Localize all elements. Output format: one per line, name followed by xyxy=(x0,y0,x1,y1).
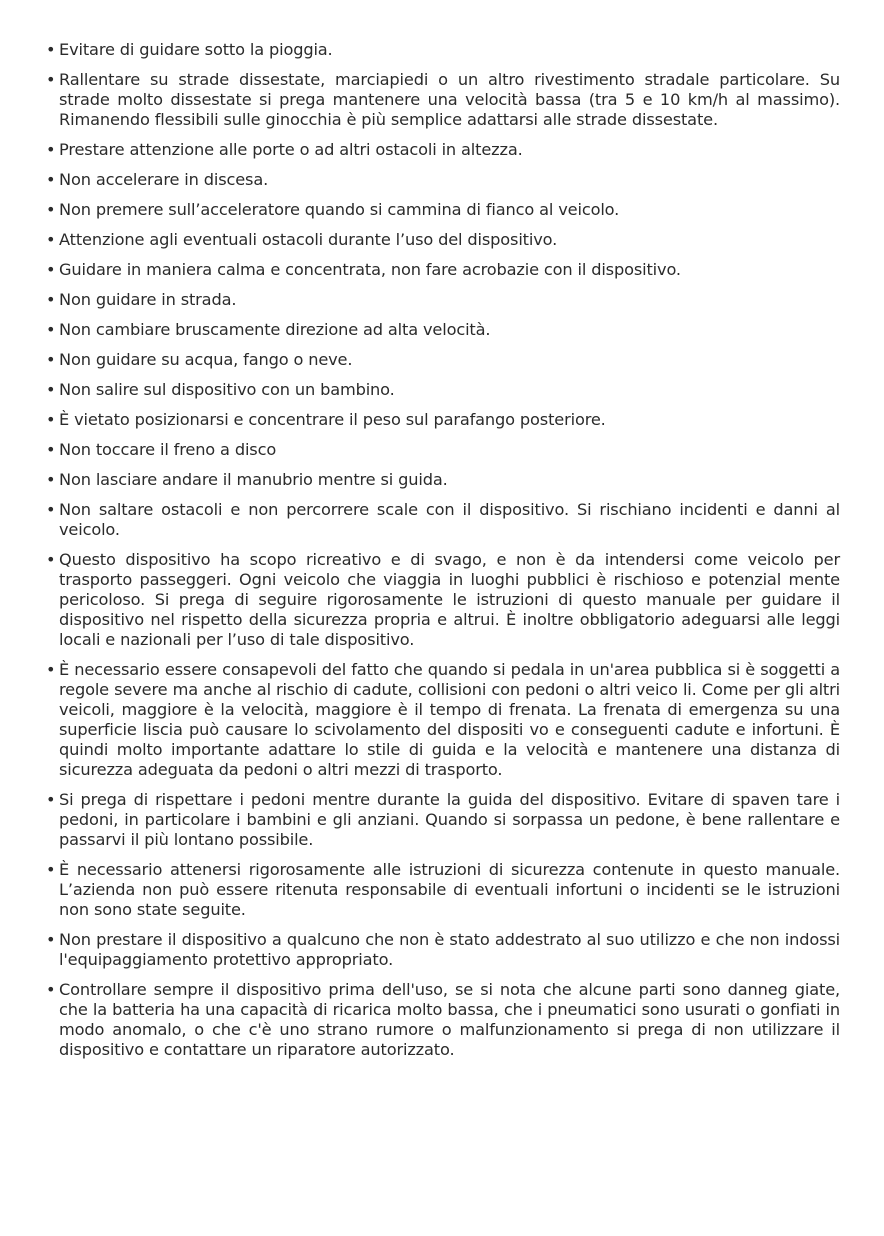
list-item-text: Evitare di guidare sotto la pioggia. xyxy=(59,40,333,59)
bullet: • xyxy=(46,860,56,879)
list-item-text: Prestare attenzione alle porte o ad altri ostacoli in altezza. xyxy=(59,140,523,159)
bullet: • xyxy=(46,380,56,399)
list-item xyxy=(46,290,840,310)
bullet: • xyxy=(46,260,56,279)
bullet: • xyxy=(46,140,56,159)
list-item xyxy=(46,260,840,280)
list-item-text: Attenzione agli eventuali ostacoli durante l’uso del dispositivo. xyxy=(59,230,558,249)
list-item xyxy=(46,200,840,220)
list-item-text: Non saltare ostacoli e non percorrere scale con il dispositivo. Si rischiano incidenti e danni al veicolo. xyxy=(59,500,840,539)
list-item-text: Non guidare in strada. xyxy=(59,290,237,309)
bullet: • xyxy=(46,440,56,459)
list-item-text: Non accelerare in discesa. xyxy=(59,170,269,189)
bullet: • xyxy=(46,660,56,679)
list-item xyxy=(46,70,840,130)
list-item-text: Non prestare il dispositivo a qualcuno che non è stato addestrato al suo utilizzo e che non indossi l'equipaggiamento protettivo appropriato. xyxy=(59,930,840,969)
bullet: • xyxy=(46,170,56,189)
list-item-text: È necessario attenersi rigorosamente alle istruzioni di sicurezza contenute in questo manuale. L’azienda non può essere ritenuta responsabile di eventuali infortuni o incidenti se le istruzioni non sono state seguite. xyxy=(59,860,840,919)
bullet: • xyxy=(46,40,56,59)
list-item-text: Non toccare il freno a disco xyxy=(59,440,277,459)
list-item xyxy=(46,470,840,490)
list-item xyxy=(46,440,840,460)
list-item xyxy=(46,320,840,340)
bullet: • xyxy=(46,350,56,369)
list-item-text: Rallentare su strade dissestate, marciapiedi o un altro rivestimento stradale particolare. Su strade molto dissestate si prega mantenere una velocità bassa (tra 5 e 10 km/h al massimo). Rimanendo flessibili sulle ginocchia è più semplice adattarsi alle strade dissestate. xyxy=(59,70,840,129)
bullet: • xyxy=(46,980,56,999)
bullet: • xyxy=(46,470,56,489)
bullet: • xyxy=(46,930,56,949)
bullet: • xyxy=(46,410,56,429)
bullet: • xyxy=(46,790,56,809)
list-item xyxy=(46,550,840,650)
list-item-text: Non guidare su acqua, fango o neve. xyxy=(59,350,353,369)
list-item-text: Non premere sull’acceleratore quando si cammina di fianco al veicolo. xyxy=(59,200,620,219)
list-item xyxy=(46,500,840,540)
list-item-text: Guidare in maniera calma e concentrata, non fare acrobazie con il dispositivo. xyxy=(59,260,681,279)
list-item xyxy=(46,170,840,190)
list-item xyxy=(46,140,840,160)
list-item xyxy=(46,40,840,60)
list-item xyxy=(46,230,840,250)
bullet: • xyxy=(46,550,56,569)
bullet: • xyxy=(46,70,56,89)
list-item xyxy=(46,860,840,920)
list-item-text: Non cambiare bruscamente direzione ad alta velocità. xyxy=(59,320,491,339)
list-item xyxy=(46,660,840,780)
bullet: • xyxy=(46,200,56,219)
list-item-text: Questo dispositivo ha scopo ricreativo e di svago, e non è da intendersi come veicolo per trasporto passeggeri. Ogni veicolo che viaggia in luoghi pubblici è rischioso e potenzial mente pericoloso. Si prega di seguire rigorosamente le istruzioni di questo manuale per guidare il dispositivo nel rispetto della sicurezza propria e altrui. È inoltre obbligatorio adeguarsi alle leggi locali e nazionali per l’uso di tale dispositivo. xyxy=(59,550,840,649)
list-item xyxy=(46,380,840,400)
list-item-text: Si prega di rispettare i pedoni mentre durante la guida del dispositivo. Evitare di spaven tare i pedoni, in particolare i bambini e gli anziani. Quando si sorpassa un pedone, è bene rallentare e passarvi il più lontano possibile. xyxy=(59,790,840,849)
safety-instructions-list xyxy=(46,40,840,1070)
bullet: • xyxy=(46,500,56,519)
list-item xyxy=(46,350,840,370)
list-item xyxy=(46,790,840,850)
list-item xyxy=(46,410,840,430)
list-item-text: È necessario essere consapevoli del fatto che quando si pedala in un'area pubblica si è soggetti a regole severe ma anche al rischio di cadute, collisioni con pedoni o altri veico li. Come per gli altri veicoli, maggiore è la velocità, maggiore è il tempo di frenata. La frenata di emergenza su una superficie liscia può causare lo scivolamento del dispositi vo e conseguenti cadute e infortuni. È quindi molto importante adattare lo stile di guida e la velocità e mantenere una distanza di sicurezza adeguata da pedoni o altri mezzi di trasporto. xyxy=(59,660,840,779)
list-item-text: Non lasciare andare il manubrio mentre si guida. xyxy=(59,470,448,489)
bullet: • xyxy=(46,320,56,339)
list-item-text: Non salire sul dispositivo con un bambino. xyxy=(59,380,395,399)
list-item-text: Controllare sempre il dispositivo prima dell'uso, se si nota che alcune parti sono danneg giate, che la batteria ha una capacità di ricarica molto bassa, che i pneumatici sono usurati o gonfiati in modo anomalo, o che c'è uno strano rumore o malfunzionamento si prega di non utilizzare il dispositivo e contattare un riparatore autorizzato. xyxy=(59,980,840,1059)
list-item-text: È vietato posizionarsi e concentrare il peso sul parafango posteriore. xyxy=(59,410,606,429)
list-item xyxy=(46,930,840,970)
bullet: • xyxy=(46,230,56,249)
bullet: • xyxy=(46,290,56,309)
list-item xyxy=(46,980,840,1060)
